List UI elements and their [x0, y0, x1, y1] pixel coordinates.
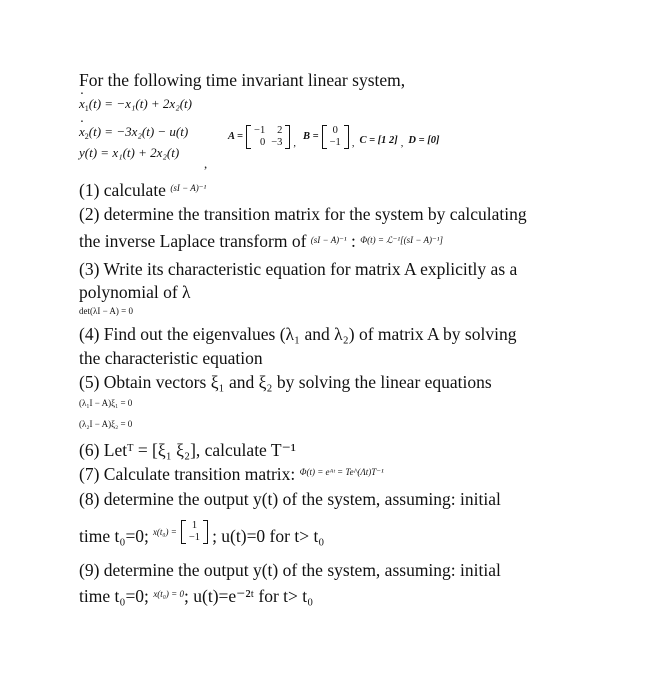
question-7-expr: Φ(t) = eᴬᵗ = Te^(Λt)T⁻¹ [299, 467, 384, 477]
question-5-eq-2: (λ₂I − A)ξ₂ = 0 [79, 419, 133, 429]
question-2-expr-1: (sI − A)⁻¹ [310, 235, 347, 245]
state-equation-2-rhs: (t) = −3x₂(t) − u(t) [88, 124, 189, 139]
question-5-line-1: (5) Obtain vectors ξ₁ and ξ₂ by solving the linear equations [79, 372, 492, 392]
matrix-b-cell: −1 [329, 136, 341, 148]
matrix-b-label: B = [303, 131, 319, 142]
question-9-post: ; u(t)=e⁻²ᵗ for t> t₀ [184, 586, 314, 606]
matrix-a-cell: 0 [259, 136, 266, 148]
question-1 [79, 180, 206, 201]
matrix-b-cell: 0 [332, 124, 338, 136]
matrix-a-cell: 2 [277, 124, 283, 136]
question-3-line-2: polynomial of λ [79, 282, 191, 302]
question-7 [79, 464, 384, 485]
system-matrices: A = −1 2 0 −3 , B = 0 −1 , C = [1 2] , D = [0] [228, 124, 440, 149]
state-var-x2: · x [79, 124, 85, 140]
question-1-expr: (sI − A)⁻¹ [170, 183, 207, 193]
state-equation-1-rhs: (t) = −x₁(t) + 2x₂(t) [88, 96, 192, 111]
question-1-text: (1) calculate [79, 180, 166, 200]
question-4-line-2: the characteristic equation [79, 348, 263, 368]
question-3-line-1: (3) Write its characteristic equation for matrix A explicitly as a [79, 259, 518, 279]
state-equation-2 [79, 124, 188, 141]
question-3-expr: det(λI − A) = 0 [79, 306, 134, 316]
question-8-line-1: (8) determine the output y(t) of the system, assuming: initial [79, 489, 501, 509]
question-2-text: the inverse Laplace transform of [79, 231, 307, 251]
question-8-pre: time t₀=0; [79, 526, 149, 546]
question-2-expr-2: Φ(t) = ℒ⁻¹[(sI − A)⁻¹] [360, 235, 443, 245]
initial-state-vector [181, 520, 208, 544]
question-9-x0: x(t₀) = 0 [153, 589, 185, 599]
matrix-a [246, 125, 290, 149]
question-8-line-2 [79, 516, 324, 547]
initial-state-cell: −1 [188, 531, 201, 543]
matrix-a-cell: −1 [254, 124, 266, 136]
question-2-sep: : [351, 231, 356, 251]
intro-text: For the following time invariant linear system, [79, 70, 406, 90]
matrix-c: C = [1 2] [359, 135, 398, 146]
question-9-line-1: (9) determine the output y(t) of the system, assuming: initial [79, 560, 501, 580]
initial-state-cell: 1 [191, 519, 198, 531]
question-9-pre: time t₀=0; [79, 586, 149, 606]
state-var-x1-sub: 1 [84, 104, 89, 113]
state-equation-1 [79, 96, 192, 113]
state-var-x1: · x [79, 96, 85, 112]
matrix-a-label: A = [228, 131, 244, 142]
question-8-x0-label: x(t₀) = [152, 526, 177, 537]
question-2-line-1: (2) determine the transition matrix for the system by calculating [79, 204, 527, 224]
question-5-eq-1: (λ₁I − A)ξ₁ = 0 [79, 398, 133, 408]
question-4-line-1: (4) Find out the eigenvalues (λ₁ and λ₂) of matrix A by solving [79, 324, 517, 344]
question-8-post: ; u(t)=0 for t> t₀ [212, 526, 325, 546]
output-equation-text: y(t) = x₁(t) + 2x₂(t) [79, 145, 180, 160]
question-6: (6) Letᵀ = [ξ₁ ξ₂], calculate T⁻¹ [79, 440, 297, 460]
matrix-b [322, 125, 349, 149]
question-9-line-2 [79, 586, 313, 607]
matrix-d: D = [0] [408, 135, 440, 146]
matrix-a-cell: −3 [271, 136, 283, 148]
output-equation [79, 145, 179, 161]
question-2-line-2 [79, 231, 443, 252]
state-var-x2-sub: 2 [84, 132, 89, 141]
separator-comma: , [204, 156, 208, 171]
question-7-text: (7) Calculate transition matrix: [79, 464, 296, 484]
